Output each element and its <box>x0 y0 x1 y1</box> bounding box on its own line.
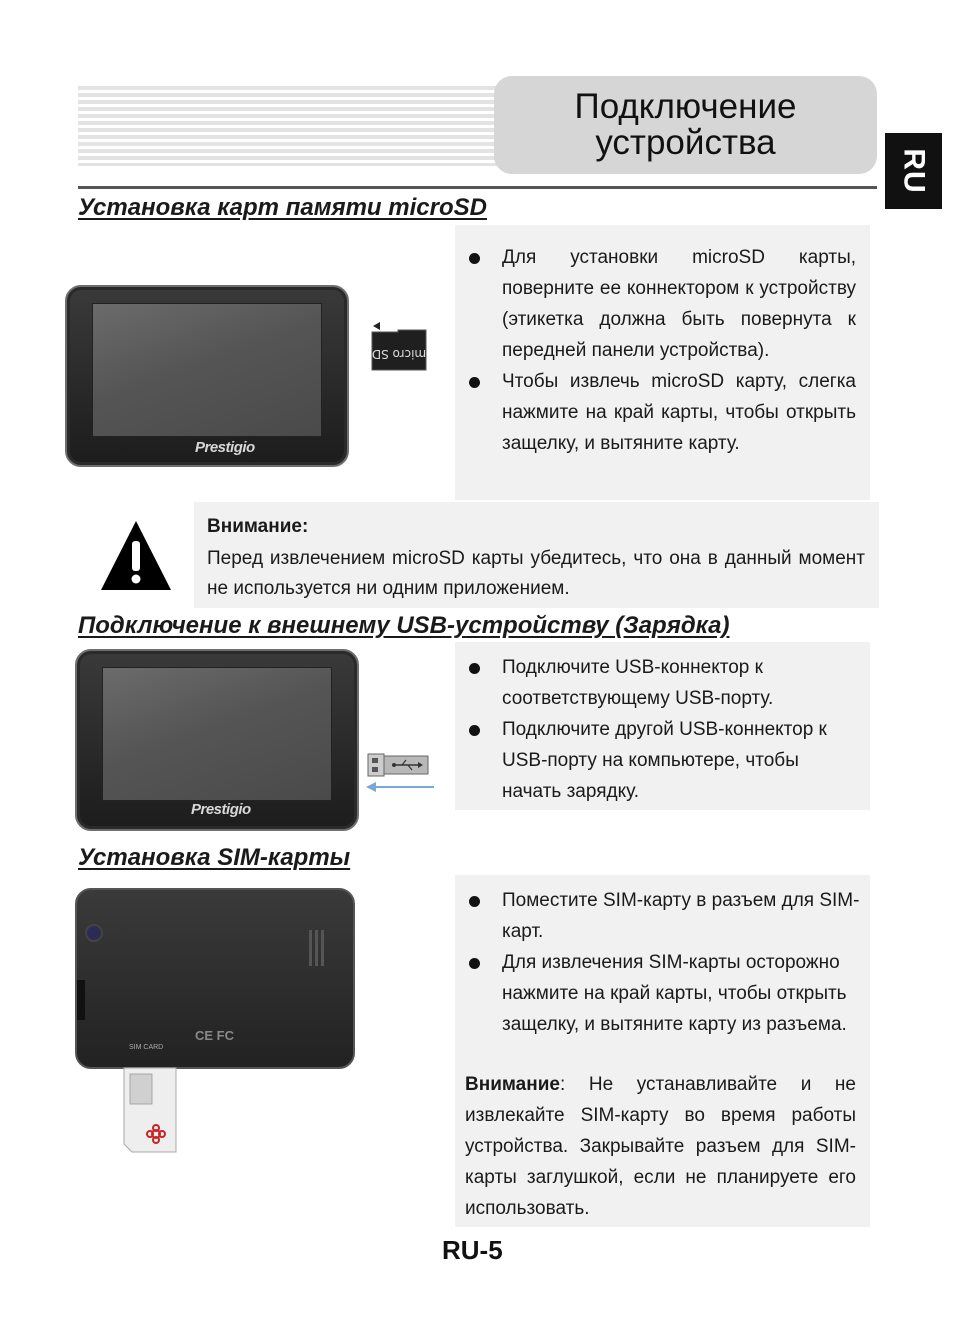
device-front-image-usb <box>75 649 359 831</box>
sim-note-label: Внимание <box>465 1074 560 1095</box>
sim-note <box>465 1069 856 1224</box>
warning-panel <box>194 502 879 608</box>
microsd-bullet-list <box>465 242 856 459</box>
page-title-box <box>494 76 877 174</box>
section-heading-usb: Подключение к внешнему USB-устройству (Зарядка) <box>78 612 730 639</box>
microsd-card-label: micro SD <box>371 347 427 361</box>
device-brand-logo: Prestigio <box>195 439 255 456</box>
section-heading-microsd: Установка карт памяти microSD <box>78 194 487 221</box>
section-heading-sim: Установка SIM-карты <box>78 844 351 871</box>
microsd-bullet-2: Чтобы извлечь microSD карту, слегка нажмите на край карты, чтобы открыть защелку, и вытяните карту. <box>465 366 856 459</box>
microsd-info-panel <box>455 225 870 500</box>
language-tab <box>885 133 942 209</box>
page-title <box>575 89 797 161</box>
sim-bullet-2: Для извлечения SIM-карты осторожно нажмите на край карты, чтобы открыть защелку, и вытяните карту из разъема. <box>465 947 860 1040</box>
warning-text: Перед извлечением microSD карты убедитесь, что она в данный момент не используется ни одним приложением. <box>207 548 865 599</box>
certification-marks: CE FC <box>195 1028 234 1043</box>
usb-info-panel <box>455 642 870 810</box>
device-back-image <box>75 888 355 1069</box>
usb-bullet-1: Подключите USB-коннектор к соответствующему USB-порту. <box>465 652 860 714</box>
sim-slot-label: SIM CARD <box>129 1044 164 1051</box>
device-brand-logo-usb: Prestigio <box>191 801 251 818</box>
side-slot <box>77 980 85 1020</box>
page-title-line-1: Подключение <box>574 87 797 126</box>
usb-bullet-list <box>465 652 860 807</box>
speaker-grille-icon <box>309 930 325 966</box>
page-title-line-2: устройства <box>595 123 776 162</box>
device-screen-usb <box>102 667 332 801</box>
warning-triangle-icon <box>99 519 173 593</box>
insert-arrow-icon <box>364 780 436 794</box>
sim-note-text: : Не устанавливайте и не извлекайте SIM-карту во время работы устройства. Закрывайте разъем для SIM-карты заглушкой, если не планируете его использовать. <box>465 1074 856 1219</box>
header-stripes <box>78 86 498 166</box>
page-number: RU-5 <box>442 1235 503 1265</box>
microsd-bullet-1: Для установки microSD карты, поверните ее коннектором к устройству (этикетка должна быть повернута к передней панели устройства). <box>465 242 856 366</box>
sim-card-icon <box>122 1066 178 1154</box>
sim-bullet-1: Поместите SIM-карту в разъем для SIM-карт. <box>465 885 860 947</box>
microsd-card-icon <box>368 320 430 374</box>
camera-lens-icon <box>85 924 103 942</box>
device-screen <box>92 303 322 437</box>
language-tab-label: RU <box>897 148 931 194</box>
sim-info-panel <box>455 875 870 1227</box>
warning-title: Внимание: <box>207 516 309 537</box>
sim-bullet-list <box>465 885 860 1040</box>
device-front-image <box>65 285 349 467</box>
usb-bullet-2: Подключите другой USB-коннектор к USB-порту на компьютере, чтобы начать зарядку. <box>465 714 860 807</box>
header-divider <box>78 186 877 189</box>
